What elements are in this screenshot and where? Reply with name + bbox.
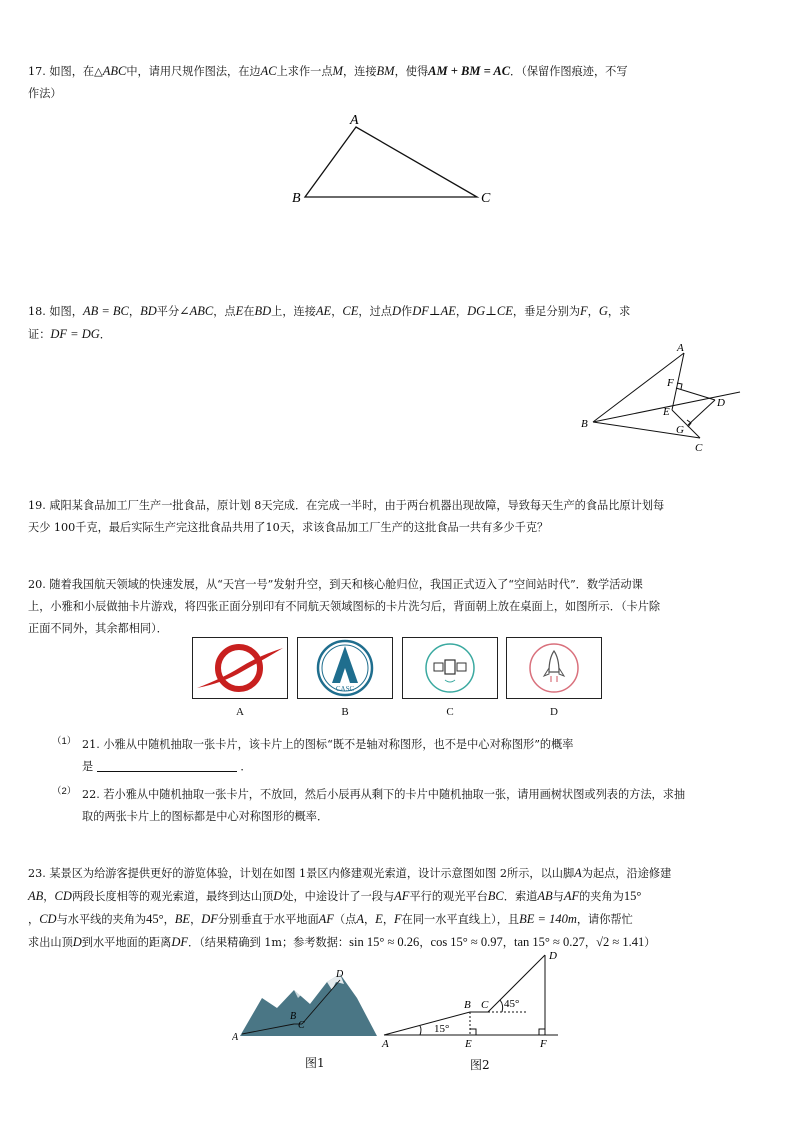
label-b: B [581,418,588,430]
right-angle-e [470,1029,476,1035]
q23-text: 23. 某景区为给游客提供更好的游览体验，计划在如图 1景区内修建观光索道，设计示意图如图 2所示，以山脚A为起点，沿途修建 AB，CD两段长度相等的观光索道，最终到达山顶D处，中途设计了一段与AF平行的观光平台BC．索道AB与AF的夹角为15° ，CD与水平线的夹角为45°，BE，DF分别垂直于水平地面AF（点A，E，F在同一水平直线上），且BE = 140m，请你帮忙 求出山顶D到水平地面的距离DF．（结果精确到 1m；参考数据：sin 15° ≈ 0.26，cos 15° ≈ 0.97，tan 15° ≈ 0.27，√2 ≈ 1.41） [28,866,672,949]
sub2-marker: （2） [52,786,77,797]
label-c: C [695,442,703,454]
card-a [192,637,288,699]
cable-ab [384,1012,470,1035]
angle-arc-45 [500,1000,503,1012]
q22-text: 22. 若小雅从中随机抽取一张卡片，不放回，然后小辰再从剩下的卡片中随机抽取一张，请用画树状图或列表的方法，求抽 取的两张卡片上的图标都是中心对称图形的概率． [82,788,686,823]
label-g: G [676,424,684,436]
fig2-label-e: E [465,1038,472,1050]
segment-df [676,388,715,400]
fig1-label-b: B [290,1011,297,1022]
fig2-label-c: C [481,999,489,1011]
aerospace-logo-a-icon [193,638,287,698]
fig2-label-a: A [382,1038,389,1050]
triangle-abc [305,127,477,197]
fig2-caption: 图2 [470,1058,490,1072]
rocket-logo-icon [507,638,601,698]
q23-figure2-schematic [378,945,568,1050]
fig1-label-a: A [232,1032,239,1043]
satellite-logo-icon [403,638,497,698]
card-d [506,637,602,699]
card-label-a: A [236,706,244,718]
label-d: D [717,397,725,409]
q21-text: 21. 小雅从中随机抽取一张卡片，该卡片上的图标“既不是轴对称图形，也不是中心对称图形”的概率 是 ． [82,738,574,773]
card-b [297,637,393,699]
card-c [402,637,498,699]
fig1-caption: 图1 [305,1056,325,1070]
sub1-marker: （1） [52,736,77,747]
q17-text: 17. 如图，在△ABC中，请用尺规作图法，在边AC上求作一点M，连接BM，使得AM + BM = AC．（保留作图痕迹，不写 作法） [28,64,628,100]
label-a: A [350,113,359,128]
right-angle-f [539,1029,545,1035]
label-c: C [481,191,491,206]
fig2-label-d: D [549,950,557,962]
answer-blank[interactable] [97,757,237,772]
card-label-d: D [550,706,558,718]
q17-triangle-figure [285,108,505,213]
q18-geometry-figure [575,340,755,455]
label-f: F [667,377,674,389]
fig2-angle-45: 45° [504,998,520,1010]
fig2-label-f: F [540,1038,547,1050]
label-e: E [663,406,670,418]
q19-text: 19. 咸阳某食品加工厂生产一批食品，原计划 8天完成．在完成一半时，由于两台机器出现故障，导致每天生产的食品比原计划每 天少 100千克，最后实际生产完这批食品共用了10天，求该食品加工厂生产的这批食品一共有多少千克？ [28,499,665,534]
card-label-b: B [341,706,349,718]
fig1-label-c: C [298,1020,305,1031]
fig2-angle-15: 15° [434,1023,450,1035]
fig2-label-b: B [464,999,471,1011]
label-b: B [292,191,301,206]
q18-text: 18. 如图，AB = BC，BD平分∠ABC，点E在BD上，连接AE，CE，过点D作DF⊥AE，DG⊥CE，垂足分别为F，G，求 证：DF = DG． [28,304,631,341]
q20-text: 20. 随着我国航天领域的快速发展，从“天宫一号”发射升空，到天和核心舱归位，我国正式迈入了“空间站时代”．数学活动课 上，小雅和小辰做抽卡片游戏，将四张正面分别印有不同航天领域图标的卡片洗匀后，背面朝上放在桌面上，如图所示．（卡片除 正面不同外，其余都相同）． [28,578,661,635]
fig1-label-d: D [336,969,344,980]
card-label-c: C [446,706,454,718]
casc-logo-icon [298,638,392,698]
mountain-shape [240,974,377,1036]
label-a: A [677,342,684,354]
q23-figure1-mountain [232,968,382,1048]
segment-dg [688,400,715,425]
segment-ae [672,353,684,410]
svg-text:CASC: CASC [335,685,355,693]
angle-arc-15 [420,1026,421,1035]
